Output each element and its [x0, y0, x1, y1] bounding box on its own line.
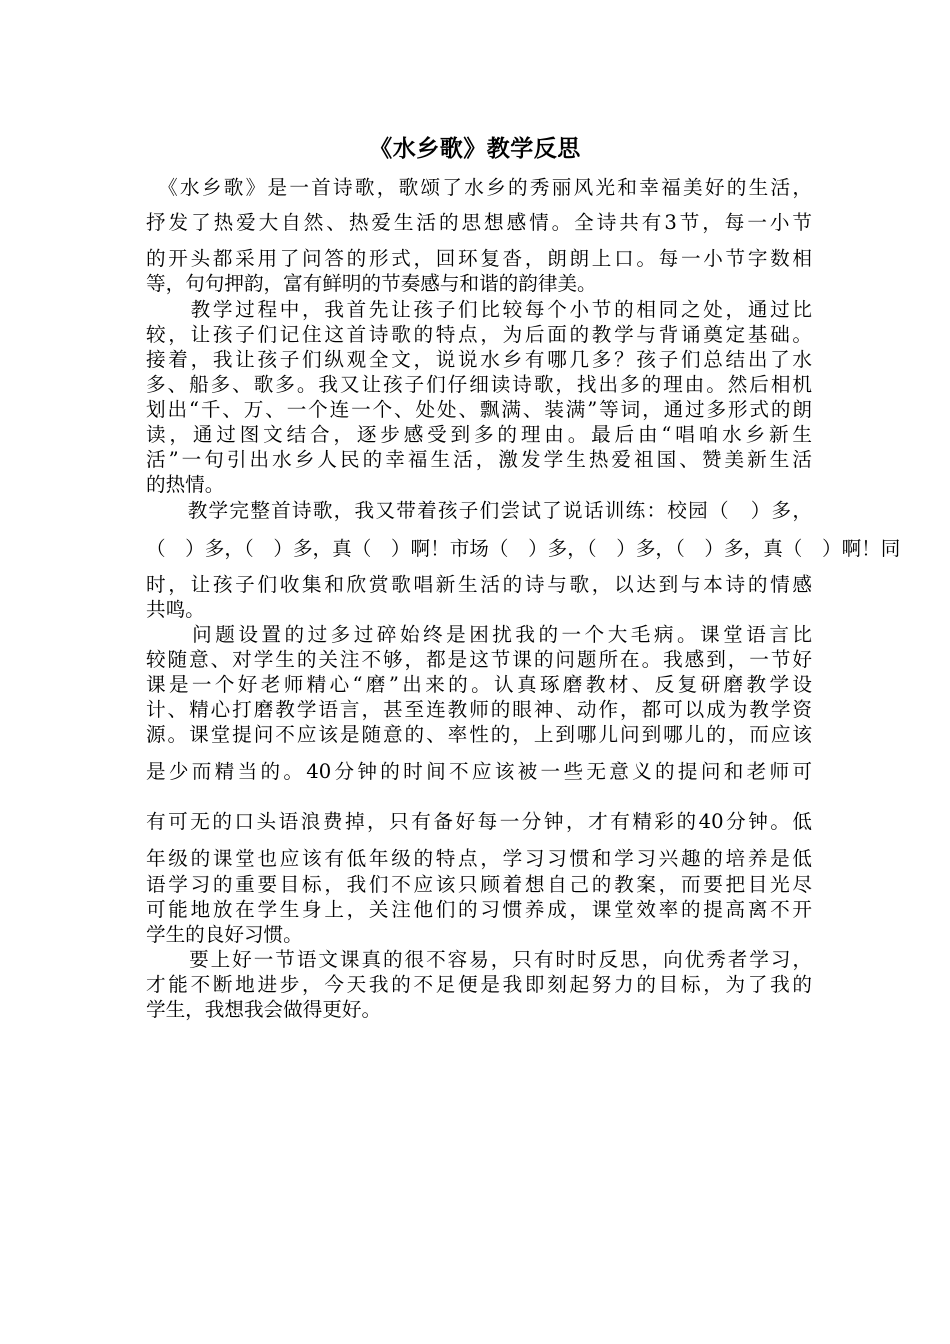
paragraph-line: 问题设置的过多过碎始终是困扰我的一个大毛病。课堂语言比	[146, 623, 812, 646]
paragraph-line: 共鸣。	[146, 598, 205, 621]
paragraph-line: 较，让孩子们记住这首诗歌的特点，为后面的教学与背诵奠定基础。	[146, 323, 812, 346]
paragraph-line: 读，通过图文结合，逐步感受到多的理由。最后由“唱咱水乡新生	[146, 423, 812, 446]
paragraph-line: 是少而精当的。40分钟的时间不应该被一些无意义的提问和老师可	[146, 760, 812, 783]
paragraph-line: 多、船多、歌多。我又让孩子们仔细读诗歌，找出多的理由。然后相机	[146, 373, 812, 396]
paragraph-line: 要上好一节语文课真的很不容易，只有时时反思，向优秀者学习，	[146, 948, 812, 971]
paragraph-line: 学生，我想我会做得更好。	[146, 998, 382, 1021]
paragraph-line: 时，让孩子们收集和欣赏歌唱新生活的诗与歌，以达到与本诗的情感	[146, 573, 812, 596]
paragraph-line: 《水乡歌》是一首诗歌，歌颂了水乡的秀丽风光和幸福美好的生活，	[146, 176, 812, 199]
paragraph-line: 的开头都采用了问答的形式，回环复沓，朗朗上口。每一小节字数相	[146, 247, 812, 270]
paragraph-line: 语学习的重要目标，我们不应该只顾着想自己的教案，而要把目光尽	[146, 873, 812, 896]
paragraph-line: （ ）多，（ ）多，真（ ）啊！市场（ ）多，（ ）多，（ ）多，真（ ）啊！同	[146, 537, 901, 560]
paragraph-line: 等，句句押韵，富有鲜明的节奏感与和谐的韵律美。	[146, 272, 597, 295]
paragraph-line: 抒发了热爱大自然、热爱生活的思想感情。全诗共有3节，每一小节	[146, 211, 812, 234]
paragraph-line: 有可无的口头语浪费掉，只有备好每一分钟，才有精彩的40分钟。低	[146, 810, 812, 833]
paragraph-line: 课是一个好老师精心“磨”出来的。认真琢磨教材、反复研磨教学设	[146, 673, 812, 696]
paragraph-line: 接着，我让孩子们纵观全文，说说水乡有哪几多？孩子们总结出了水	[146, 348, 812, 371]
paragraph-line: 计、精心打磨教学语言，甚至连教师的眼神、动作，都可以成为教学资	[146, 698, 812, 721]
paragraph-line: 学生的良好习惯。	[146, 923, 303, 946]
paragraph-line: 才能不断地进步，今天我的不足便是我即刻起努力的目标，为了我的	[146, 973, 812, 996]
paragraph-line: 划出“千、万、一个连一个、处处、飘满、装满”等词，通过多形式的朗	[146, 398, 812, 421]
paragraph-line: 较随意、对学生的关注不够，都是这节课的问题所在。我感到，一节好	[146, 648, 812, 671]
document-title: 《水乡歌》教学反思	[369, 136, 581, 162]
paragraph-line: 可能地放在学生身上，关注他们的习惯养成，课堂效率的提高离不开	[146, 898, 812, 921]
paragraph-line: 教学完整首诗歌，我又带着孩子们尝试了说话训练：校园（ ）多，	[146, 499, 812, 522]
paragraph-line: 的热情。	[146, 473, 225, 496]
paragraph-line: 年级的课堂也应该有低年级的特点，学习习惯和学习兴趣的培养是低	[146, 847, 812, 870]
paragraph-line: 活”一句引出水乡人民的幸福生活，激发学生热爱祖国、赞美新生活	[146, 448, 812, 471]
paragraph-line: 源。课堂提问不应该是随意的、率性的，上到哪儿问到哪儿的，而应该	[146, 723, 812, 746]
paragraph-line: 教学过程中，我首先让孩子们比较每个小节的相同之处，通过比	[146, 298, 812, 321]
